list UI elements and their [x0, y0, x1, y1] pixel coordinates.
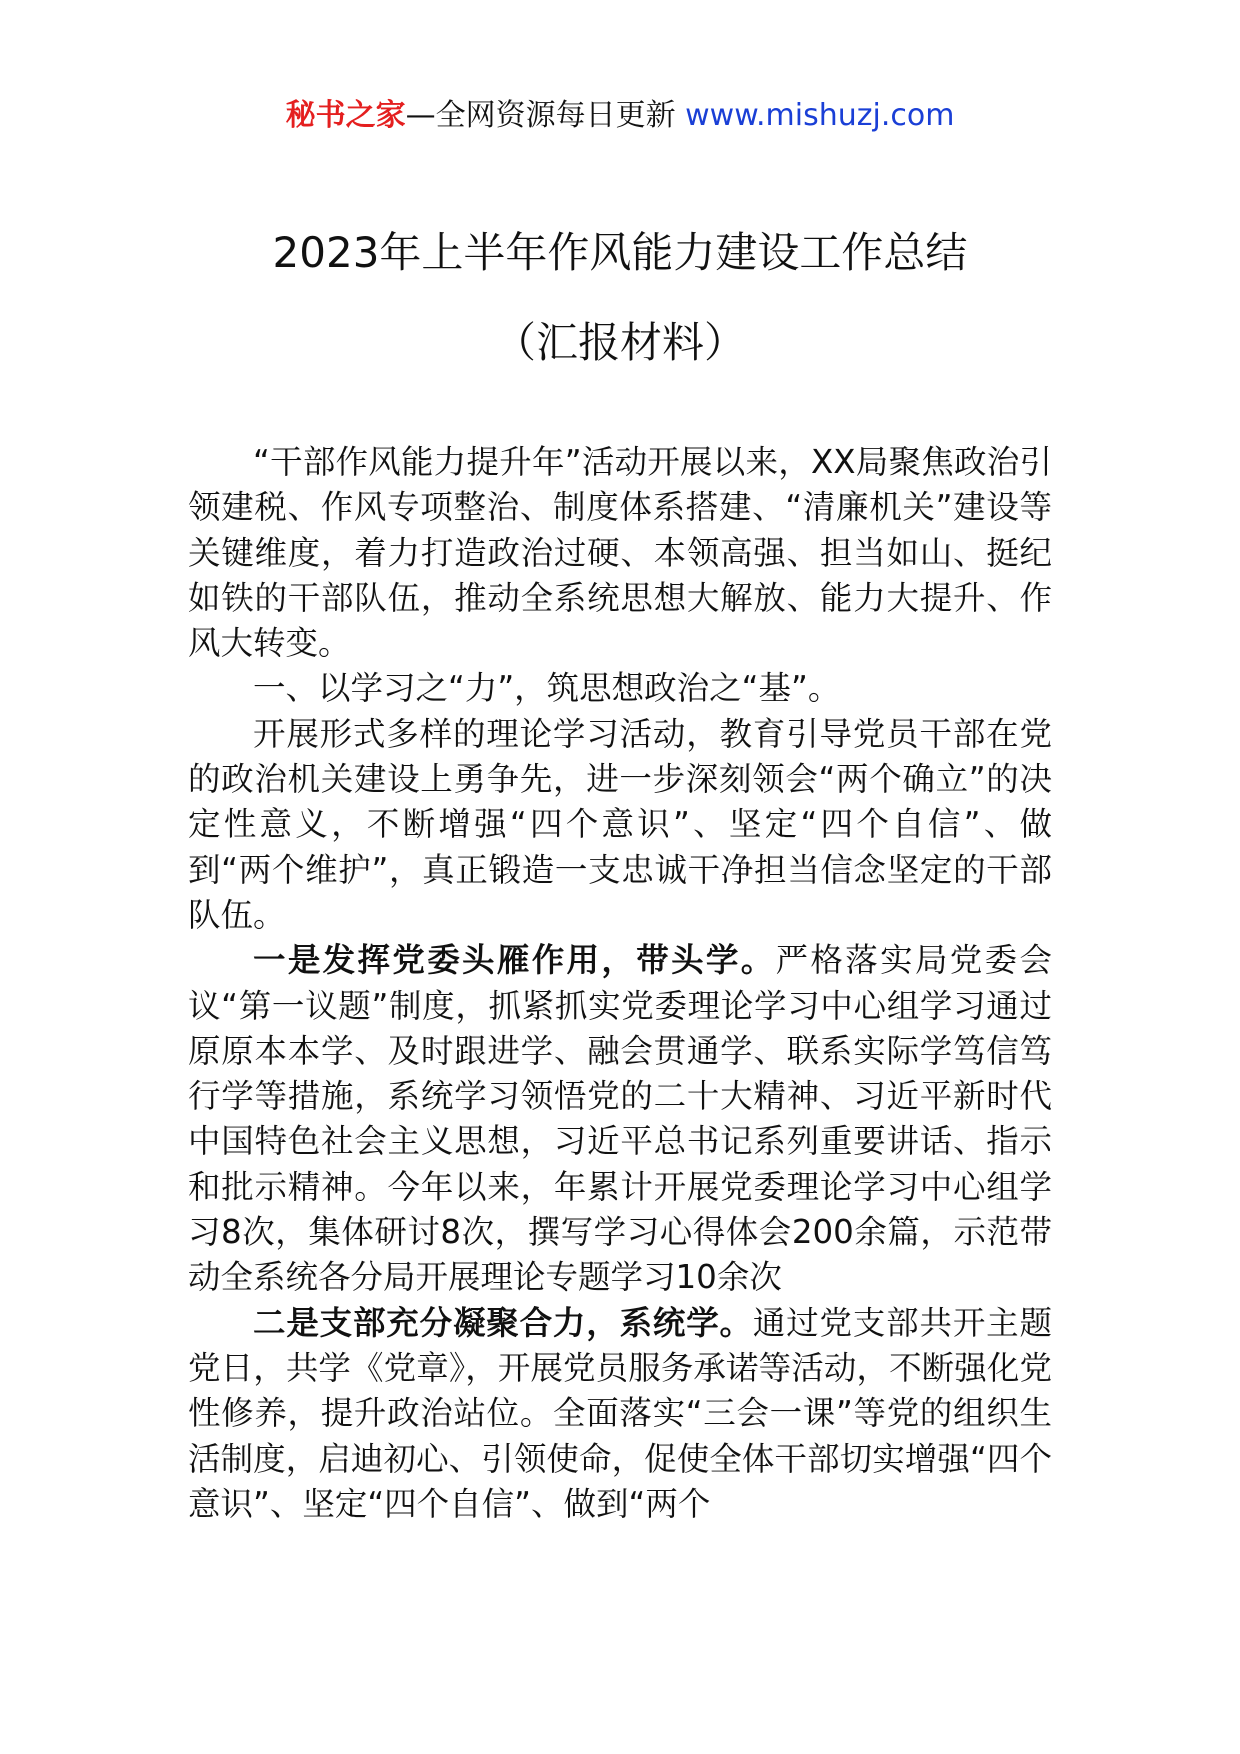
paragraph-point-two [188, 1301, 1052, 1527]
paragraph-section-intro [188, 712, 1052, 938]
site-header [0, 98, 1240, 134]
paragraph-point-one [188, 938, 1052, 1300]
document-body [188, 440, 1052, 1527]
paragraph-text: “干部作风能力提升年”活动开展以来，XX局聚焦政治引领建税、作风专项整治、制度体系搭建、“清廉机关”建设等关键维度，着力打造政治过硬、本领高强、担当如山、挺纪如铁的干部队伍，推动全系统思想大解放、能力大提升、作风大转变。 [188, 443, 1052, 663]
document-subtitle: （汇报材料） [493, 318, 746, 367]
site-url-link[interactable]: www.mishuzj.com [685, 98, 955, 133]
paragraph-text: 开展形式多样的理论学习活动，教育引导党员干部在党的政治机关建设上勇争先，进一步深刻领会“两个确立”的决定性意义，不断增强“四个意识”、坚定“四个自信”、做到“两个维护”，真正锻造一支忠诚干净担当信念坚定的干部队伍。 [188, 714, 1052, 934]
document-title: 2023年上半年作风能力建设工作总结 [272, 228, 968, 277]
section-heading-text: 一、以学习之“力”，筑思想政治之“基”。 [253, 669, 841, 708]
brand-name: 秘书之家 [285, 98, 406, 133]
paragraph-lead: 二是支部充分凝聚合力，系统学。 [253, 1303, 753, 1342]
paragraph-lead: 一是发挥党委头雁作用，带头学。 [253, 941, 776, 980]
header-slogan: —全网资源每日更新 [405, 98, 676, 133]
paragraph-text: 严格落实局党委会议“第一议题”制度，抓紧抓实党委理论学习中心组学习通过原原本本学、及时跟进学、融会贯通学、联系实际学笃信笃行学等措施，系统学习领悟党的二十大精神、习近平新时代中国特色社会主义思想，习近平总书记系列重要讲话、指示和批示精神。今年以来，年累计开展党委理论学习中心组学习8次，集体研讨8次，撰写学习心得体会200余篇，示范带动全系统各分局开展理论专题学习10余次 [188, 941, 1052, 1297]
paragraph-intro [188, 440, 1052, 666]
paragraph-text: 通过党支部共开主题党日，共学《党章》，开展党员服务承诺等活动，不断强化党性修养，提升政治站位。全面落实“三会一课”等党的组织生活制度，启迪初心、引领使命，促使全体干部切实增强“四个意识”、坚定“四个自信”、做到“两个 [188, 1303, 1052, 1523]
section-heading [188, 666, 1052, 711]
